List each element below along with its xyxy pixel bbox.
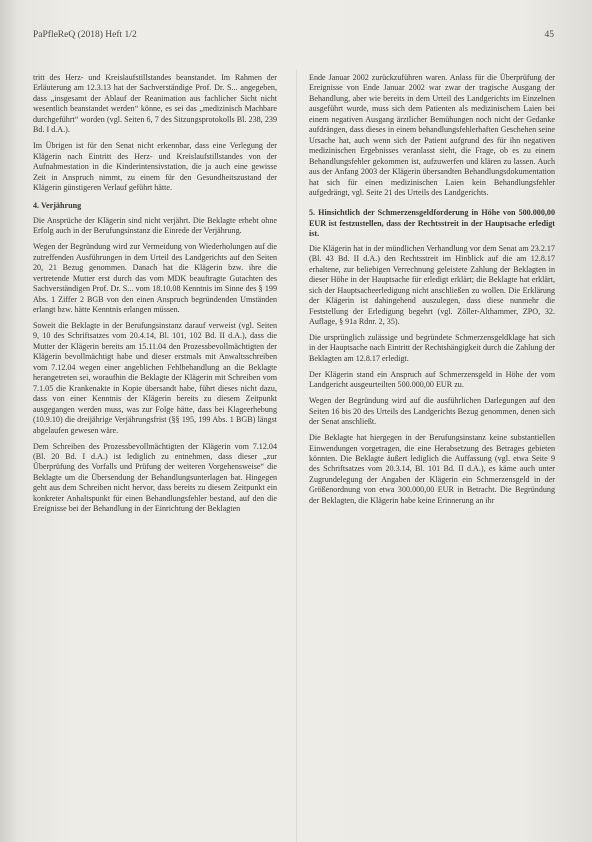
column-divider bbox=[296, 70, 297, 842]
paragraph: Dem Schreiben des Prozessbevollmächtigten der Klägerin vom 7.12.04 (Bl. 20 Bd. I d.A.) ist lediglich zu entnehmen, dass dieser „zur Überprüfung des Vorfalls und Prüfung der weiteren Vorgehensweise“ die Beklagte um die Übersendung der Behandlungsunterlagen bat. Hingegen geht aus dem Schreiben nicht hervor, dass bereits zu diesem Zeitpunkt ein konkreter Anhaltspunkt für einen Behandlungsfehler bestand, auf den die Ereignisse bei der Behandlung in der Einrichtung der Beklagten bbox=[33, 441, 277, 514]
paragraph: tritt des Herz- und Kreislaufstillstandes beanstandet. Im Rahmen der Erläuterung am 12.3.13 hat der Sachverständige Prof. Dr. S... angegeben, dass „insgesamt der Ablauf der Reanimation aus fachlicher Sicht nicht wesentlich beanstandet werden“ könne, es sei das „medizinisch Machbare durchgeführt“ worden (vgl. Seiten 6, 7 des Sitzungsprotokolls Bl. 238, 239 Bd. I d.A.). bbox=[33, 73, 277, 135]
paragraph: Wegen der Begründung wird zur Vermeidung von Wiederholungen auf die zutreffenden Ausführungen in dem Urteil des Landgerichts auf den Seiten 20, 21 Bezug genommen. Danach hat die Klägerin bzw. ihre die vertretende Mutter erst durch das vom MDK beauftragte Gutachten des Sachverständigen Prof. Dr. S... vom 18.10.08 Kenntnis im Sinne des § 199 Abs. 1 Ziffer 2 BGB von den einen Anspruch begründenden Umständen erlangt bzw. hätte Kenntnis erlangen müssen. bbox=[33, 242, 277, 315]
paragraph: Die Klägerin hat in der mündlichen Verhandlung vor dem Senat am 23.2.17 (Bl. 43 Bd. II d.A.) den Rechtsstreit im Hinblick auf die am 12.8.17 erhaltene, zur beliebigen Verrechnung geleistete Zahlung der Beklagten in dieser Höhe in der Hauptsache für erledigt erklärt; die Beklagte hat erklärt, sich der Hauptsacheerledigung nicht anschließen zu wollen. Die Erklärung der Klägerin ist dahingehend auszulegen, dass diese nunmehr die Feststellung der Erledigung begehrt (vgl. Zöller-Althammer, ZPO, 32. Auflage, § 91a Rdnr. 2, 35). bbox=[309, 243, 555, 326]
paragraph: Im Übrigen ist für den Senat nicht erkennbar, dass eine Verlegung der Klägerin nach Eintritt des Herz- und Kreislaufstillstandes von der Aufnahmestation in die Kinderintensivstation, die ja auch eine gewisse Zeit in Anspruch nimmt, zu einem für den Gesundheitszustand der Klägerin günstigeren Verlauf geführt hätte. bbox=[33, 141, 277, 193]
journal-citation: PaPfleReQ (2018) Heft 1/2 bbox=[33, 30, 137, 40]
paragraph: Wegen der Begründung wird auf die ausführlichen Darlegungen auf den Seiten 16 bis 20 des Urteils des Landgerichts Bezug genommen, denen sich der Senat anschließt. bbox=[309, 396, 555, 427]
right-column bbox=[309, 73, 555, 839]
paragraph: Ende Januar 2002 zurückzuführen waren. Anlass für die Überprüfung der Ereignisse von Ende Januar 2002 war zwar der tragische Ausgang der Behandlung, aber wie bereits in dem Urteil des Landgerichts im Einzelnen ausgeführt wurde, muss sich dem Patienten als medizinischem Laien bei einem negativen Ausgang ärztlicher Bemühungen noch nicht der Gedanke aufdrängen, dass dieses in einem behandlungsfehlerhaften Geschehen seine Ursache hat, auch wenn sich der Patient aufgrund des für ihn negativen medizinischen Ergebnisses veranlasst sieht, die Frage, ob es zu einem Behandlungsfehler gekommen ist, aufzuwerfen und klären zu lassen. Auch aus der Anfang 2003 der Klägerin übersandten Behandlungsdokumentation hat sich für einen medizinischen Laien kein Behandlungsfehler aufgedrängt, vgl. Seite 21 des Urteils des Landgerichts. bbox=[309, 73, 555, 197]
paragraph: Die ursprünglich zulässige und begründete Schmerzensgeldklage hat sich in der Hauptsache nach Eintritt der Rechtshängigkeit durch die Zahlung der Beklagten am 12.8.17 erledigt. bbox=[309, 332, 555, 363]
page-number: 45 bbox=[544, 30, 554, 40]
running-header bbox=[33, 30, 554, 44]
paragraph: Die Ansprüche der Klägerin sind nicht verjährt. Die Beklagte erhebt ohne Erfolg auch in der Berufungsinstanz die Einrede der Verjährung. bbox=[33, 215, 277, 236]
paragraph: Die Beklagte hat hiergegen in der Berufungsinstanz keine substantiellen Einwendungen vorgetragen, die eine Herabsetzung des Betrages gebieten könnten. Die Beklagte äußert lediglich die Auffassung (vgl. etwa Seite 9 des Schriftsatzes vom 20.3.14, Bl. 101 Bd. II d.A.), es käme auch unter Zugrundelegung der Angaben der Klägerin ein Schmerzensgeld in der Größenordnung von etwa 300.000,00 EUR in Betracht. Die Begründung der Beklagten, die Klägerin habe keine Erinnerung an ihr bbox=[309, 433, 555, 505]
left-column bbox=[33, 73, 277, 839]
paragraph: Der Klägerin stand ein Anspruch auf Schmerzensgeld in Höhe der vom Landgericht ausgeurteilten 500.000,00 EUR zu. bbox=[309, 369, 555, 390]
paragraph: Soweit die Beklagte in der Berufungsinstanz darauf verweist (vgl. Seiten 9, 10 des Schriftsatzes vom 20.4.14, Bl. 101, 102 Bd. II d.A.), dass die Mutter der Klägerin bereits am 15.11.04 den Prozessbevollmächtigten der Klägerin bevollmächtigt habe und dieser erstmals mit Anwaltsschreiben vom 7.12.04 wegen einer angeblichen Fehlbehandlung an die Beklagte herangetreten sei, woraufhin die Beklagte der Klägerin mit Schreiben vom 7.1.05 die Krankenakte in Kopie übersandt habe, führt dieses nicht dazu, dass von einer Kenntnis der Klägerin bereits zu diesem Zeitpunkt ausgegangen werden muss, was zur Folge hätte, dass bei Klageerhebung (10.9.10) die dreijährige Verjährungsfrist (§§ 195, 199 Abs. 1 BGB) längst abgelaufen gewesen wäre. bbox=[33, 321, 277, 435]
section-heading: 4. Verjährung bbox=[33, 201, 82, 211]
section-heading: 5. Hinsichtlich der Schmerzensgeldforderung in Höhe von 500.000,00 EUR ist festzustellen, dass der Rechtsstreit in der Hauptsache erledigt ist. bbox=[309, 208, 555, 239]
